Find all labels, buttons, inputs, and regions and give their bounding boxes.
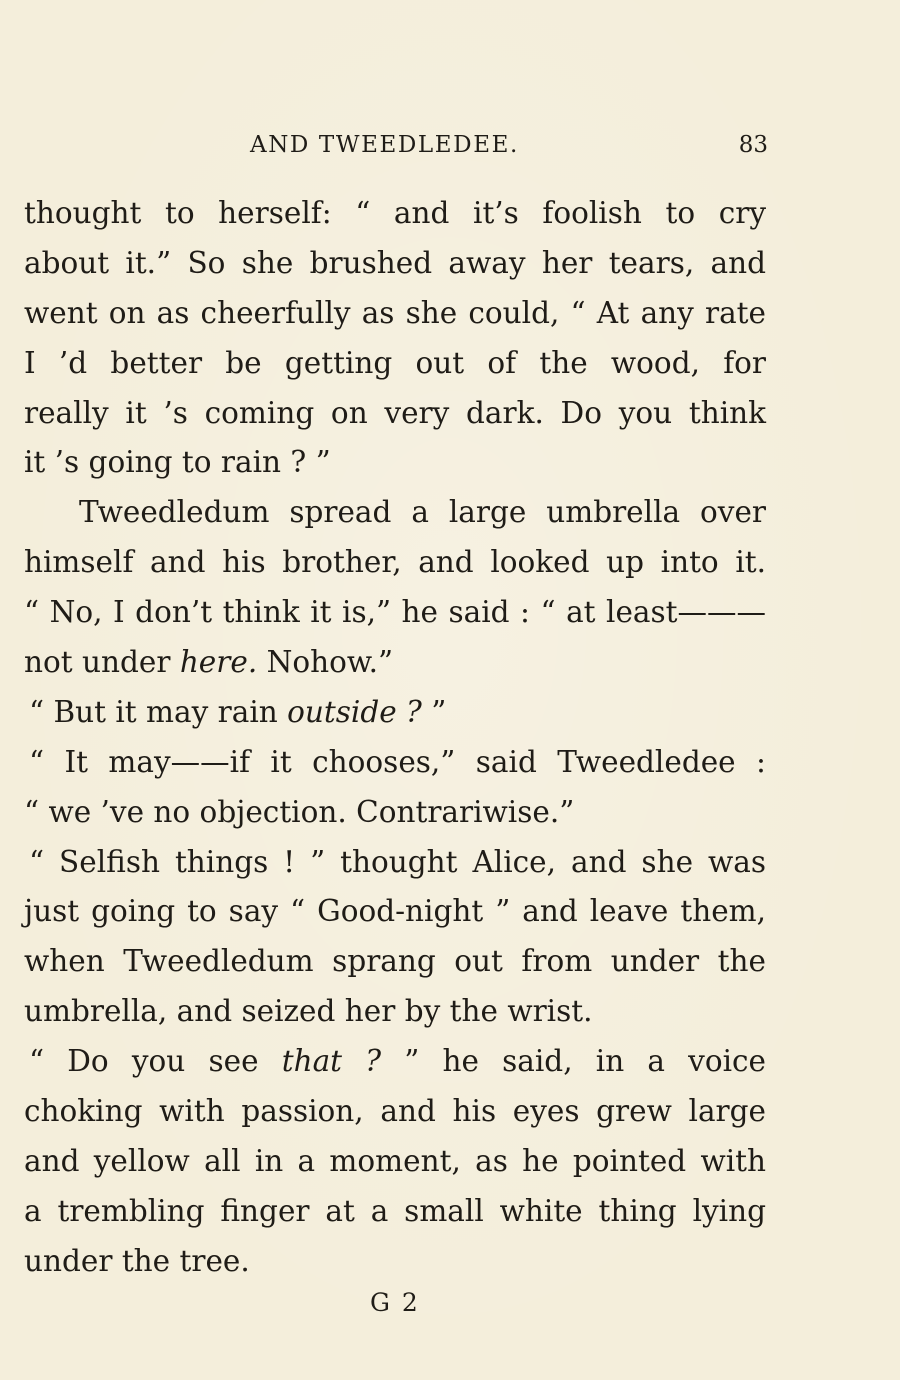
text-line-11 (24, 688, 766, 738)
text-line-12: “ It may——if it chooses,” said Tweedledee : (29, 744, 766, 779)
italic-outside: outside ? (287, 694, 422, 729)
italic-here: here. (179, 645, 258, 680)
text-line-9: “ No, I don’t think it is,” he said : “ at least——— (24, 595, 766, 630)
text-line-10 (24, 638, 766, 688)
text-line-18 (24, 1037, 766, 1087)
text-line-4: I ’d better be getting out of the wood, for (24, 345, 766, 380)
text-line-18-start: “ Do you see (29, 1044, 282, 1079)
text-line-11-end: ” (421, 694, 447, 729)
text-line-18-end: ” he said, in a voice (381, 1044, 767, 1079)
text-line-22: under the tree. (24, 1243, 250, 1278)
text-line-19: choking with passion, and his eyes grew large (24, 1094, 766, 1129)
text-line-11-start: “ But it may rain (29, 694, 288, 729)
text-line-6: it ’s going to rain ? ” (24, 445, 331, 480)
text-line-10-end: Nohow.” (257, 645, 394, 680)
text-line-3: went on as cheerfully as she could, “ At any rate (24, 295, 766, 330)
text-line-20: and yellow all in a moment, as he pointed with (24, 1143, 766, 1178)
page-number: 83 (738, 132, 768, 158)
text-line-2: about it.” So she brushed away her tears, and (24, 245, 766, 280)
text-line-16: when Tweedledum sprang out from under the (24, 944, 766, 979)
text-line-10-start: not under (24, 645, 180, 680)
text-line-7: Tweedledum spread a large umbrella over (79, 495, 766, 530)
text-line-14: “ Selfish things ! ” thought Alice, and she was (29, 844, 766, 879)
running-title: AND TWEEDLEDEE. (250, 132, 519, 158)
signature-mark: G 2 (370, 1288, 420, 1317)
text-line-21: a trembling finger at a small white thing lying (24, 1193, 766, 1228)
italic-that: that ? (281, 1044, 382, 1079)
text-line-5: really it ’s coming on very dark. Do you think (24, 395, 766, 430)
page-header (0, 128, 900, 162)
text-line-13: “ we ’ve no objection. Contrariwise.” (24, 794, 575, 829)
text-line-1: thought to herself: “ and it’s foolish to cry (24, 196, 766, 230)
body-text (24, 189, 766, 1287)
text-line-15: just going to say “ Good-night ” and leave them, (24, 894, 766, 929)
text-line-8: himself and his brother, and looked up into it. (24, 545, 766, 580)
text-line-17: umbrella, and seized her by the wrist. (24, 994, 593, 1029)
